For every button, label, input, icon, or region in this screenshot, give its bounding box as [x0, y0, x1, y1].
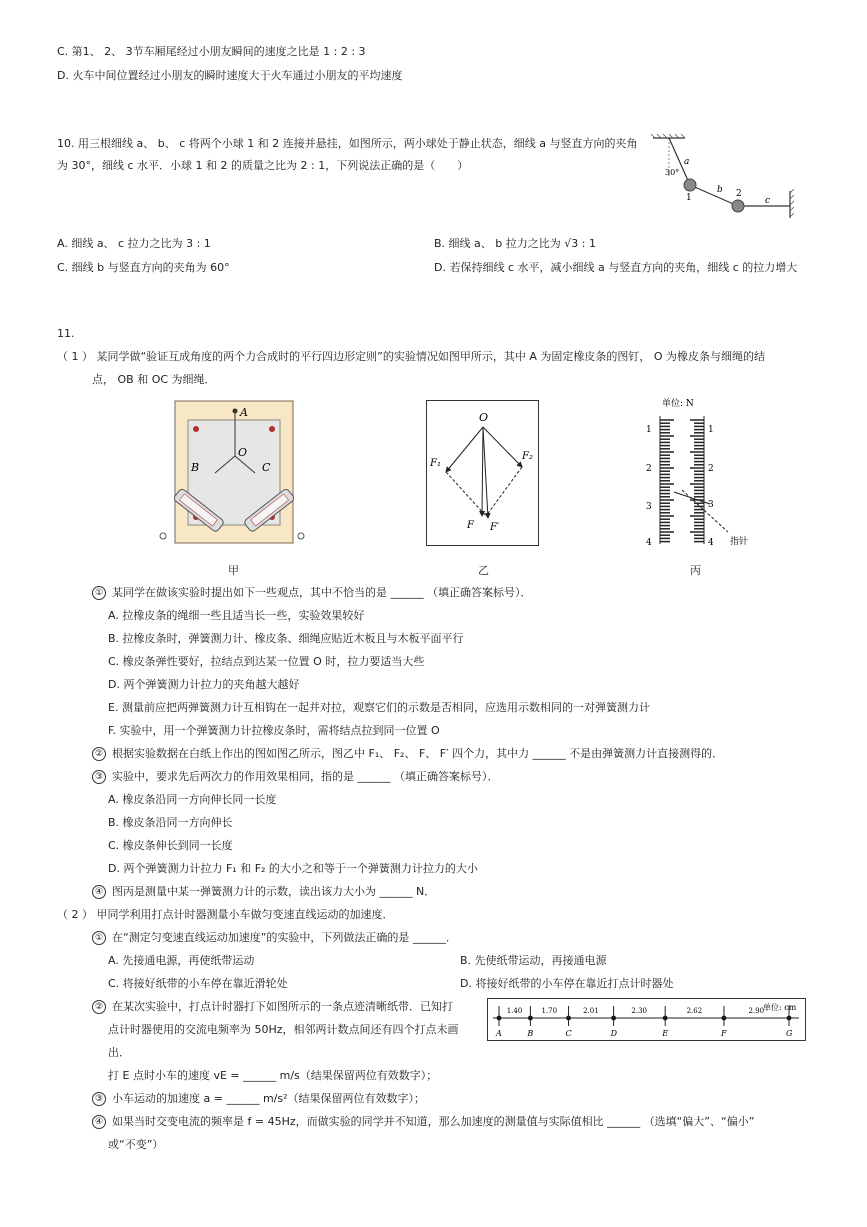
q11-s3-opt-c: C. 橡皮条伸长到同一长度 — [108, 839, 233, 852]
tick-label-right-4: 4 — [708, 538, 714, 548]
circled-number: ④ — [92, 1115, 106, 1129]
label-F2: F₂ — [522, 451, 533, 462]
q11-t1: ① 在“测定匀变速直线运动加速度”的实验中，下列做法正确的是 ______． — [92, 930, 457, 946]
tape-point-label: A — [496, 1029, 502, 1038]
string-b — [690, 185, 738, 206]
q11-t1-opt-c: C. 将接好纸带的小车停在靠近滑轮处 — [108, 977, 288, 990]
circled-number: ③ — [92, 770, 106, 784]
label-Fprime: F′ — [490, 522, 500, 533]
circled-number: ④ — [92, 885, 106, 899]
label-angle: 30° — [665, 168, 680, 177]
q9-option-d: D. 火车中间位置经过小朋友的瞬时速度大于火车通过小朋友的平均速度 — [57, 69, 403, 82]
circled-number: ③ — [92, 1092, 106, 1106]
q9-option-c: C. 第1、 2、 3节车厢尾经过小朋友瞬间的速度之比是 1 : 2 : 3 — [57, 45, 366, 58]
q11-t4-line1: ④ 如果当时交变电流的频率是 f = 45Hz，而做实验的同学并不知道，那么加速度的测量值与实际值相比 ______ （选填“偏大”、“偏小” — [92, 1114, 754, 1130]
tape-figure — [487, 998, 807, 1043]
q11-s3-opt-a: A. 橡皮条沿同一方向伸长同一长度 — [108, 793, 277, 806]
label-b: b — [717, 185, 723, 195]
tape-gap-label: 2.90 — [748, 1007, 765, 1015]
q11-t1-opt-d: D. 将接好纸带的小车停在靠近打点计时器处 — [460, 977, 674, 990]
label-F: F — [467, 520, 474, 531]
circled-number: ① — [92, 931, 106, 945]
q11-t2-line1: ② 在某次实验中，打点计时器打下如图所示的一条点迹清晰纸带．已知打 — [92, 999, 453, 1015]
tick-label-left-3: 3 — [646, 502, 652, 512]
figure-bing — [640, 392, 760, 552]
caption-bing: 丙 — [690, 564, 701, 577]
tape-gap-label: 1.40 — [506, 1007, 523, 1015]
label-O: O — [479, 411, 489, 424]
tick-label-right-2: 2 — [708, 464, 714, 474]
q11-s3: ③ 实验中，要求先后两次力的作用效果相同，指的是 ______ （填正确答案标号）． — [92, 769, 499, 785]
q11-number: 11. — [57, 327, 75, 340]
tick-label-left-4: 4 — [646, 538, 652, 548]
label-ball-1: 1 — [686, 193, 692, 203]
q11-t2-line2: 点计时器使用的交流电频率为 50Hz，相邻两计数点间还有四个打点未画 — [108, 1023, 459, 1036]
circled-number: ② — [92, 1000, 106, 1014]
caption-yi: 乙 — [478, 564, 489, 577]
pointer-label: 指针 — [730, 537, 749, 547]
q11-part1-line2: 点， OB 和 OC 为细绳． — [92, 373, 216, 386]
tape-point-label: C — [565, 1029, 572, 1038]
tape-point-label: G — [786, 1029, 793, 1038]
tape-gap-label: 2.01 — [583, 1007, 599, 1015]
q11-t1-opt-a: A. 先接通电源，再使纸带运动 — [108, 954, 255, 967]
q10-option-d: D. 若保持细线 c 水平，减小细线 a 与竖直方向的夹角，细线 c 的拉力增大 — [434, 261, 798, 274]
label-C: C — [262, 461, 271, 474]
q11-part1-line1: （ 1 ） 某同学做“验证互成角度的两个力合成时的平行四边形定则”的实验情况如图甲所示，其中 A 为固定橡皮条的图钉， O 为橡皮条与细绳的结 — [57, 350, 766, 363]
circled-number: ① — [92, 586, 106, 600]
q10-stem-line2: 为 30°，细线 c 水平．小球 1 和 2 的质量之比为 2 : 1，下列说法正确的是（ ） — [57, 159, 469, 172]
ball-1 — [684, 179, 696, 191]
q11-s1-opt-b: B. 拉橡皮条时，弹簧测力计、橡皮条、细绳应贴近木板且与木板平面平行 — [108, 632, 464, 645]
q11-s4: ④ 图丙是测量中某一弹簧测力计的示数，读出该力大小为 ______ N． — [92, 884, 435, 900]
q11-s1-opt-d: D. 两个弹簧测力计拉力的夹角越大越好 — [108, 678, 300, 691]
tape-gap-label: 2.30 — [631, 1007, 647, 1015]
tape-point-label: F — [720, 1029, 727, 1038]
unit-label: 单位: N — [662, 399, 694, 409]
q11-t1-opt-b: B. 先使纸带运动，再接通电源 — [460, 954, 607, 967]
figure-jia — [155, 398, 305, 558]
ball-2 — [732, 200, 744, 212]
tick-label-right-1: 1 — [708, 425, 714, 435]
tick-label-right-3: 3 — [708, 500, 714, 510]
tick-label-left-2: 2 — [646, 464, 652, 474]
tick-label-left-1: 1 — [646, 425, 652, 435]
caption-jia: 甲 — [228, 564, 239, 577]
label-c: c — [765, 196, 771, 206]
q11-t4-line2: 或“不变”） — [108, 1138, 164, 1151]
q11-s1-opt-a: A. 拉橡皮条的绳细一些且适当长一些，实验效果较好 — [108, 609, 365, 622]
q11-s1-opt-c: C. 橡皮条弹性要好，拉结点到达某一位置 O 时，拉力要适当大些 — [108, 655, 425, 668]
label-B: B — [191, 461, 200, 474]
label-F1: F₁ — [430, 458, 441, 469]
tape-point-label: B — [527, 1029, 534, 1038]
q11-t2-line3: 出． — [108, 1046, 130, 1059]
q11-s1-opt-e: E. 测量前应把两弹簧测力计互相钩在一起并对拉，观察它们的示数是否相同，应选用示数相同的一对弹簧测力计 — [108, 701, 650, 714]
label-ball-2: 2 — [736, 189, 742, 199]
q11-part2: （ 2 ） 甲同学利用打点计时器测量小车做匀变速直线运动的加速度． — [57, 908, 394, 921]
circled-number: ② — [92, 747, 106, 761]
q11-s1-opt-f: F. 实验中，用一个弹簧测力计拉橡皮条时，需将结点拉到同一位置 O — [108, 724, 440, 737]
q11-s2: ② 根据实验数据在白纸上作出的图如图乙所示，图乙中 F₁、 F₂、 F、 F′ 四个力，其中力 ______ 不是由弹簧测力计直接测得的． — [92, 746, 723, 762]
label-A: A — [240, 406, 248, 419]
q10-figure — [645, 133, 805, 223]
q11-t2-line4: 打 E 点时小车的速度 vE = ______ m/s（结果保留两位有效数字）； — [108, 1069, 438, 1082]
q11-s3-opt-b: B. 橡皮条沿同一方向伸长 — [108, 816, 233, 829]
q11-t3: ③ 小车运动的加速度 a = ______ m/s²（结果保留两位有效数字）； — [92, 1091, 425, 1107]
tape-gap-label: 2.62 — [686, 1007, 703, 1015]
label-O: O — [238, 446, 248, 459]
q10-stem-line1: 10. 用三根细线 a、 b、 c 将两个小球 1 和 2 连接并悬挂，如图所示，两小球处于静止状态，细线 a 与竖直方向的夹角 — [57, 137, 638, 150]
tape-point-label: E — [662, 1029, 669, 1038]
q10-option-b: B. 细线 a、 b 拉力之比为 √3 : 1 — [434, 237, 596, 250]
label-a: a — [684, 157, 690, 167]
q11-s3-opt-d: D. 两个弹簧测力计拉力 F₁ 和 F₂ 的大小之和等于一个弹簧测力计拉力的大小 — [108, 862, 478, 875]
tape-point-label: D — [610, 1029, 618, 1038]
q10-option-c: C. 细线 b 与竖直方向的夹角为 60° — [57, 261, 230, 274]
tape-unit: 单位: cm — [763, 1003, 797, 1012]
figure-yi — [426, 400, 540, 548]
tape-gap-label: 1.70 — [541, 1007, 558, 1015]
q10-option-a: A. 细线 a、 c 拉力之比为 3 : 1 — [57, 237, 211, 250]
q11-s1: ① 某同学在做该实验时提出如下一些观点，其中不恰当的是 ______ （填正确答案标号）． — [92, 585, 532, 601]
